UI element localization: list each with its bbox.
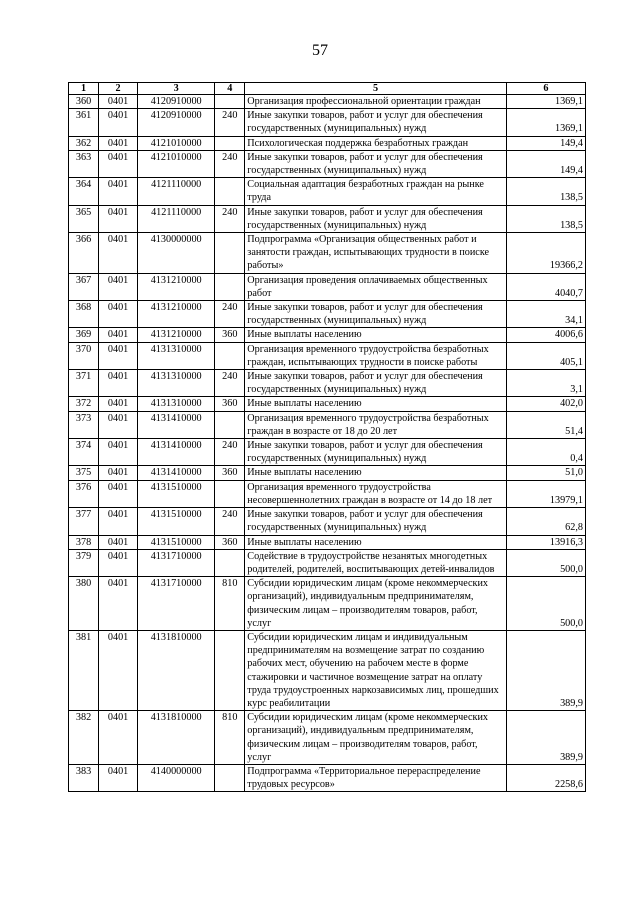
header-col-6: 6 xyxy=(506,83,585,95)
amount-cell: 51,0 xyxy=(506,466,585,480)
section-code-cell: 0401 xyxy=(99,150,138,177)
table-row xyxy=(69,301,586,328)
table-row xyxy=(69,95,586,109)
page-number: 57 xyxy=(312,42,328,59)
row-number-cell: 375 xyxy=(69,466,99,480)
target-code-cell: 4131810000 xyxy=(138,711,215,765)
row-number-cell: 367 xyxy=(69,273,99,300)
item-name-cell: Иные закупки товаров, работ и услуг для обеспечения государственных (муниципальных) нужд xyxy=(245,508,507,535)
item-name-cell: Иные закупки товаров, работ и услуг для обеспечения государственных (муниципальных) нужд xyxy=(245,301,507,328)
expense-type-cell xyxy=(215,273,245,300)
amount-cell: 389,9 xyxy=(506,711,585,765)
section-code-cell: 0401 xyxy=(99,508,138,535)
expense-type-cell xyxy=(215,95,245,109)
expense-type-cell xyxy=(215,136,245,150)
amount-cell: 4040,7 xyxy=(506,273,585,300)
table-row xyxy=(69,136,586,150)
section-code-cell: 0401 xyxy=(99,370,138,397)
row-number-cell: 371 xyxy=(69,370,99,397)
table-row xyxy=(69,480,586,507)
target-code-cell: 4131510000 xyxy=(138,508,215,535)
section-code-cell: 0401 xyxy=(99,205,138,232)
item-name-cell: Подпрограмма «Организация общественных работ и занятости граждан, испытывающих трудности в поиске работы» xyxy=(245,233,507,274)
amount-cell: 0,4 xyxy=(506,439,585,466)
amount-cell: 34,1 xyxy=(506,301,585,328)
section-code-cell: 0401 xyxy=(99,711,138,765)
expense-type-cell: 360 xyxy=(215,466,245,480)
expense-type-cell: 240 xyxy=(215,439,245,466)
item-name-cell: Организация временного трудоустройства несовершеннолетних граждан в возрасте от 14 до 18 лет xyxy=(245,480,507,507)
amount-cell: 1369,1 xyxy=(506,95,585,109)
target-code-cell: 4121010000 xyxy=(138,136,215,150)
row-number-cell: 365 xyxy=(69,205,99,232)
amount-cell: 13979,1 xyxy=(506,480,585,507)
table-row xyxy=(69,205,586,232)
amount-cell: 51,4 xyxy=(506,411,585,438)
section-code-cell: 0401 xyxy=(99,549,138,576)
item-name-cell: Подпрограмма «Территориальное перераспределение трудовых ресурсов» xyxy=(245,764,507,791)
row-number-cell: 383 xyxy=(69,764,99,791)
expense-type-cell xyxy=(215,764,245,791)
expense-type-cell xyxy=(215,630,245,710)
row-number-cell: 382 xyxy=(69,711,99,765)
item-name-cell: Иные закупки товаров, работ и услуг для обеспечения государственных (муниципальных) нужд xyxy=(245,439,507,466)
item-name-cell: Иные выплаты населению xyxy=(245,535,507,549)
row-number-cell: 377 xyxy=(69,508,99,535)
table-row xyxy=(69,711,586,765)
table-row xyxy=(69,535,586,549)
expense-type-cell: 240 xyxy=(215,205,245,232)
amount-cell: 500,0 xyxy=(506,549,585,576)
section-code-cell: 0401 xyxy=(99,328,138,342)
row-number-cell: 380 xyxy=(69,577,99,631)
amount-cell: 138,5 xyxy=(506,178,585,205)
section-code-cell: 0401 xyxy=(99,439,138,466)
table-row xyxy=(69,439,586,466)
item-name-cell: Иные закупки товаров, работ и услуг для обеспечения государственных (муниципальных) нужд xyxy=(245,370,507,397)
row-number-cell: 364 xyxy=(69,178,99,205)
target-code-cell: 4120910000 xyxy=(138,109,215,136)
table-row xyxy=(69,508,586,535)
row-number-cell: 369 xyxy=(69,328,99,342)
target-code-cell: 4121010000 xyxy=(138,150,215,177)
target-code-cell: 4130000000 xyxy=(138,233,215,274)
section-code-cell: 0401 xyxy=(99,342,138,369)
amount-cell: 13916,3 xyxy=(506,535,585,549)
amount-cell: 405,1 xyxy=(506,342,585,369)
table-row xyxy=(69,328,586,342)
expense-type-cell: 810 xyxy=(215,577,245,631)
section-code-cell: 0401 xyxy=(99,764,138,791)
expense-type-cell xyxy=(215,480,245,507)
section-code-cell: 0401 xyxy=(99,577,138,631)
item-name-cell: Иные выплаты населению xyxy=(245,328,507,342)
amount-cell: 2258,6 xyxy=(506,764,585,791)
amount-cell: 500,0 xyxy=(506,577,585,631)
row-number-cell: 373 xyxy=(69,411,99,438)
section-code-cell: 0401 xyxy=(99,480,138,507)
row-number-cell: 361 xyxy=(69,109,99,136)
table-row xyxy=(69,397,586,411)
target-code-cell: 4131510000 xyxy=(138,480,215,507)
row-number-cell: 370 xyxy=(69,342,99,369)
target-code-cell: 4131710000 xyxy=(138,577,215,631)
item-name-cell: Социальная адаптация безработных граждан на рынке труда xyxy=(245,178,507,205)
item-name-cell: Иные закупки товаров, работ и услуг для обеспечения государственных (муниципальных) нужд xyxy=(245,109,507,136)
table-row xyxy=(69,577,586,631)
expense-type-cell: 240 xyxy=(215,109,245,136)
table-row xyxy=(69,630,586,710)
header-row xyxy=(69,83,586,95)
row-number-cell: 366 xyxy=(69,233,99,274)
table-row xyxy=(69,178,586,205)
expense-type-cell xyxy=(215,411,245,438)
target-code-cell: 4131710000 xyxy=(138,549,215,576)
table-row xyxy=(69,150,586,177)
target-code-cell: 4120910000 xyxy=(138,95,215,109)
item-name-cell: Содействие в трудоустройстве незанятых многодетных родителей, родителей, воспитывающих детей-инвалидов xyxy=(245,549,507,576)
section-code-cell: 0401 xyxy=(99,178,138,205)
row-number-cell: 360 xyxy=(69,95,99,109)
row-number-cell: 363 xyxy=(69,150,99,177)
item-name-cell: Организация временного трудоустройства безработных граждан, испытывающих трудности в поиске работы xyxy=(245,342,507,369)
target-code-cell: 4131210000 xyxy=(138,273,215,300)
section-code-cell: 0401 xyxy=(99,630,138,710)
target-code-cell: 4131510000 xyxy=(138,535,215,549)
amount-cell: 1369,1 xyxy=(506,109,585,136)
target-code-cell: 4131210000 xyxy=(138,301,215,328)
table-row xyxy=(69,466,586,480)
amount-cell: 19366,2 xyxy=(506,233,585,274)
item-name-cell: Психологическая поддержка безработных граждан xyxy=(245,136,507,150)
item-name-cell: Субсидии юридическим лицам (кроме некоммерческих организаций), индивидуальным предпринимателям, физическим лицам – производителям товаров, работ, услуг xyxy=(245,711,507,765)
target-code-cell: 4131310000 xyxy=(138,370,215,397)
expense-type-cell: 360 xyxy=(215,328,245,342)
section-code-cell: 0401 xyxy=(99,301,138,328)
row-number-cell: 374 xyxy=(69,439,99,466)
amount-cell: 62,8 xyxy=(506,508,585,535)
item-name-cell: Иные закупки товаров, работ и услуг для обеспечения государственных (муниципальных) нужд xyxy=(245,150,507,177)
expense-type-cell: 240 xyxy=(215,508,245,535)
section-code-cell: 0401 xyxy=(99,109,138,136)
expense-type-cell: 360 xyxy=(215,535,245,549)
target-code-cell: 4131210000 xyxy=(138,328,215,342)
table-row xyxy=(69,764,586,791)
item-name-cell: Иные закупки товаров, работ и услуг для обеспечения государственных (муниципальных) нужд xyxy=(245,205,507,232)
target-code-cell: 4131810000 xyxy=(138,630,215,710)
section-code-cell: 0401 xyxy=(99,233,138,274)
section-code-cell: 0401 xyxy=(99,273,138,300)
header-col-1: 1 xyxy=(69,83,99,95)
table-row xyxy=(69,370,586,397)
row-number-cell: 378 xyxy=(69,535,99,549)
item-name-cell: Субсидии юридическим лицам (кроме некоммерческих организаций), индивидуальным предпринимателям, физическим лицам – производителям товаров, работ, услуг xyxy=(245,577,507,631)
target-code-cell: 4121110000 xyxy=(138,205,215,232)
expense-type-cell: 240 xyxy=(215,370,245,397)
amount-cell: 149,4 xyxy=(506,136,585,150)
item-name-cell: Организация профессиональной ориентации граждан xyxy=(245,95,507,109)
item-name-cell: Субсидии юридическим лицам и индивидуальным предпринимателям на возмещение затрат по созданию рабочих мест, обучению на рабочем месте в форме стажировки и частичное возмещение затрат на оплату труда трудоустроенных наркозависимых лиц, прошедших курс реабилитации xyxy=(245,630,507,710)
item-name-cell: Организация временного трудоустройства безработных граждан в возрасте от 18 до 20 лет xyxy=(245,411,507,438)
row-number-cell: 379 xyxy=(69,549,99,576)
amount-cell: 4006,6 xyxy=(506,328,585,342)
section-code-cell: 0401 xyxy=(99,535,138,549)
amount-cell: 149,4 xyxy=(506,150,585,177)
table-row xyxy=(69,273,586,300)
item-name-cell: Организация проведения оплачиваемых общественных работ xyxy=(245,273,507,300)
target-code-cell: 4121110000 xyxy=(138,178,215,205)
expense-type-cell xyxy=(215,178,245,205)
item-name-cell: Иные выплаты населению xyxy=(245,466,507,480)
header-col-5: 5 xyxy=(245,83,507,95)
target-code-cell: 4131410000 xyxy=(138,411,215,438)
header-col-3: 3 xyxy=(138,83,215,95)
section-code-cell: 0401 xyxy=(99,397,138,411)
table-row xyxy=(69,549,586,576)
item-name-cell: Иные выплаты населению xyxy=(245,397,507,411)
row-number-cell: 368 xyxy=(69,301,99,328)
table-row xyxy=(69,342,586,369)
table-row xyxy=(69,411,586,438)
expense-type-cell xyxy=(215,549,245,576)
expense-type-cell: 240 xyxy=(215,301,245,328)
expense-type-cell xyxy=(215,342,245,369)
target-code-cell: 4140000000 xyxy=(138,764,215,791)
header-col-2: 2 xyxy=(99,83,138,95)
table-row xyxy=(69,109,586,136)
target-code-cell: 4131310000 xyxy=(138,397,215,411)
budget-table xyxy=(68,82,586,792)
row-number-cell: 362 xyxy=(69,136,99,150)
section-code-cell: 0401 xyxy=(99,95,138,109)
expense-type-cell xyxy=(215,233,245,274)
expense-type-cell: 360 xyxy=(215,397,245,411)
section-code-cell: 0401 xyxy=(99,466,138,480)
expense-type-cell: 240 xyxy=(215,150,245,177)
amount-cell: 3,1 xyxy=(506,370,585,397)
header-col-4: 4 xyxy=(215,83,245,95)
section-code-cell: 0401 xyxy=(99,136,138,150)
target-code-cell: 4131410000 xyxy=(138,439,215,466)
expense-type-cell: 810 xyxy=(215,711,245,765)
target-code-cell: 4131410000 xyxy=(138,466,215,480)
row-number-cell: 376 xyxy=(69,480,99,507)
target-code-cell: 4131310000 xyxy=(138,342,215,369)
section-code-cell: 0401 xyxy=(99,411,138,438)
row-number-cell: 372 xyxy=(69,397,99,411)
amount-cell: 402,0 xyxy=(506,397,585,411)
table-row xyxy=(69,233,586,274)
amount-cell: 389,9 xyxy=(506,630,585,710)
amount-cell: 138,5 xyxy=(506,205,585,232)
row-number-cell: 381 xyxy=(69,630,99,710)
